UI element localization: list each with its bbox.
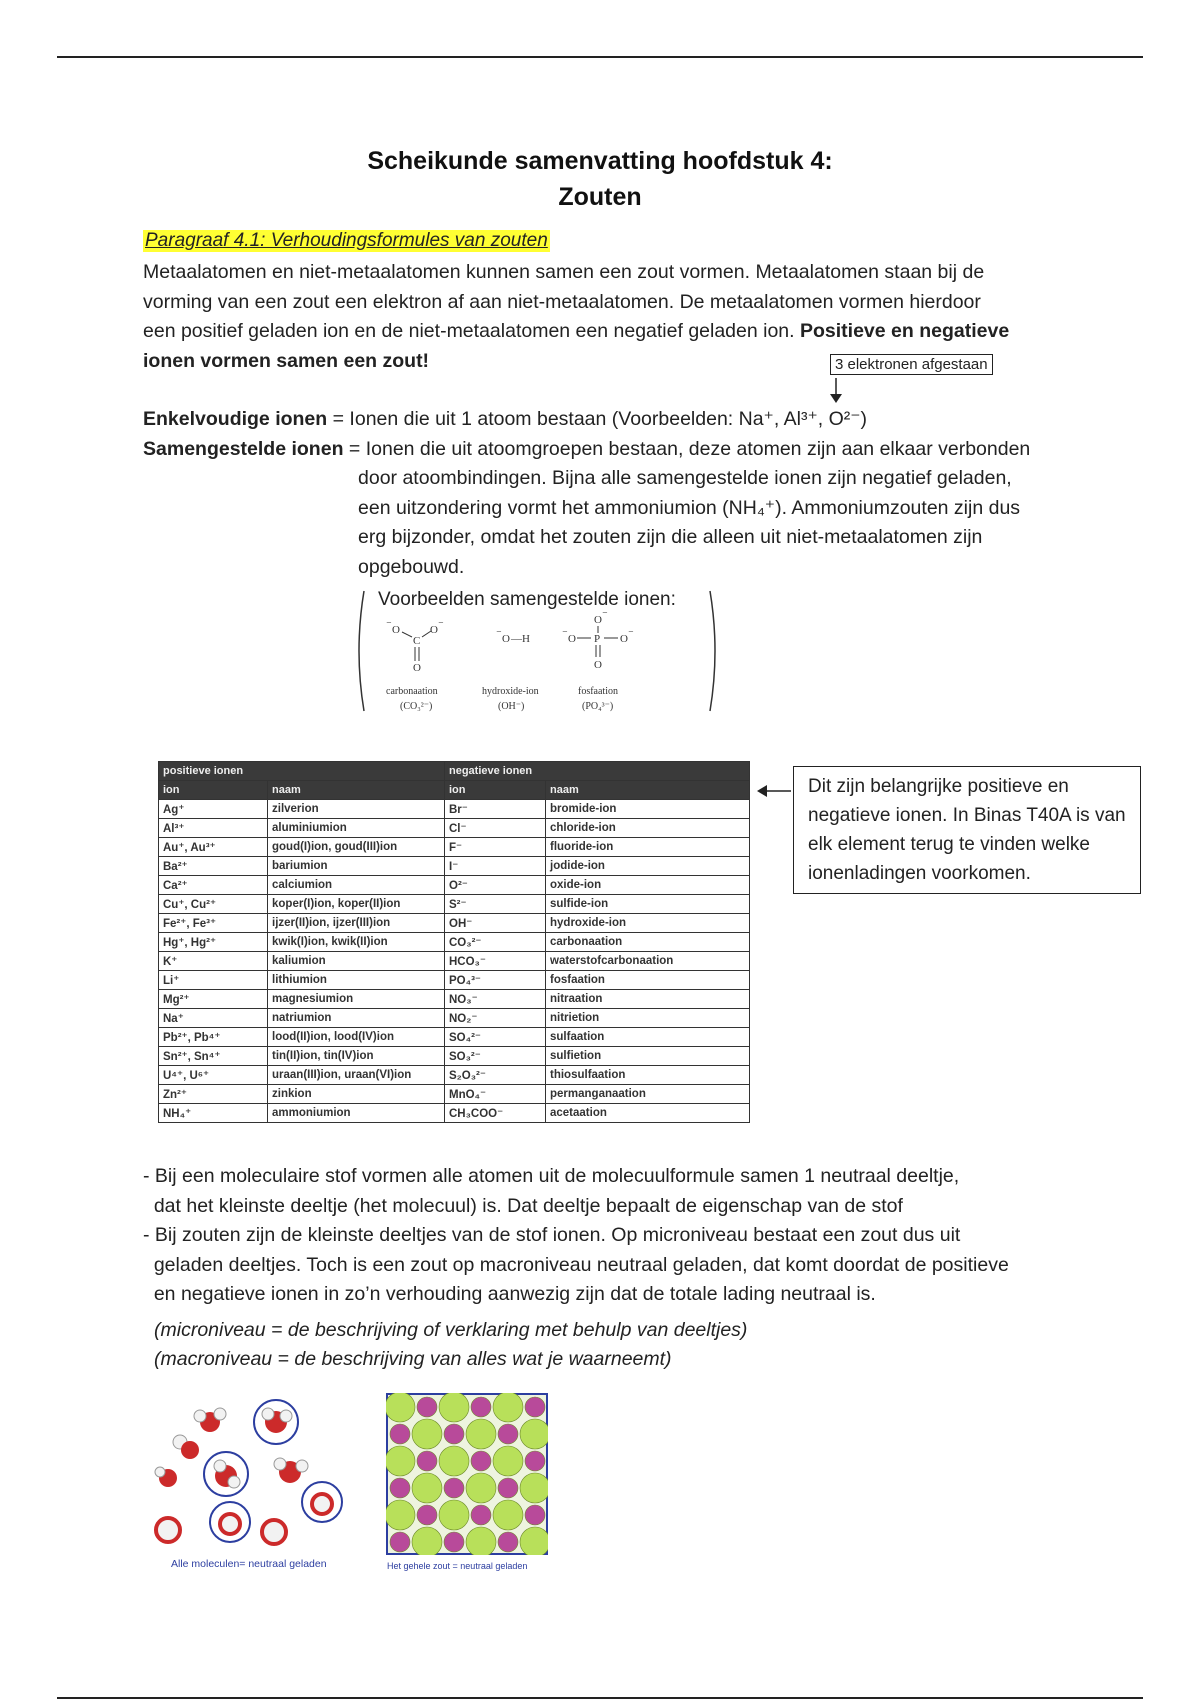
chloride-ion xyxy=(525,1505,545,1525)
svg-text:O: O xyxy=(430,624,438,636)
chloride-ion xyxy=(525,1397,545,1417)
table-cell: Br⁻ xyxy=(445,800,546,819)
table-row xyxy=(159,857,750,876)
explanation-line: opgebouwd. xyxy=(358,555,465,578)
svg-text:—H: —H xyxy=(511,633,530,645)
table-cell: fosfaation xyxy=(546,971,750,990)
sodium-ion xyxy=(439,1500,469,1530)
explanation-line: door atoombindingen. Bijna alle samengestelde ionen zijn negatief geladen, xyxy=(358,467,1012,489)
table-cell: Li⁺ xyxy=(159,971,268,990)
simple-ion-definition: Enkelvoudige ionen = Ionen die uit 1 atoom bestaan (Voorbeelden: Na⁺, Al³⁺, O²⁻) xyxy=(143,408,868,430)
table-cell: NO₂⁻ xyxy=(445,1009,546,1028)
ion-table xyxy=(158,761,750,1123)
table-cell: Sn²⁺, Sn⁴⁺ xyxy=(159,1047,268,1066)
table-cell: bariumion xyxy=(268,857,445,876)
table-cell: natriumion xyxy=(268,1009,445,1028)
table-cell: sulfietion xyxy=(546,1047,750,1066)
electrons-callout: 3 elektronen afgestaan xyxy=(830,354,993,375)
chloride-ion xyxy=(444,1424,464,1444)
table-row xyxy=(159,819,750,838)
table-cell: S²⁻ xyxy=(445,895,546,914)
molecules-caption: Alle moleculen= neutraal geladen xyxy=(171,1558,327,1570)
table-row xyxy=(159,971,750,990)
example-name: fosfaation xyxy=(578,686,618,697)
hydroxide-structure xyxy=(482,628,539,712)
sodium-ion xyxy=(493,1393,523,1422)
table-cell: ammoniumion xyxy=(268,1104,445,1123)
table-row xyxy=(159,1066,750,1085)
table-cell: goud(I)ion, goud(III)ion xyxy=(268,838,445,857)
intro-line: ionen vormen samen een zout! xyxy=(143,349,430,372)
table-cell: bromide-ion xyxy=(546,800,750,819)
chloride-ion xyxy=(417,1451,437,1471)
table-cell: thiosulfaation xyxy=(546,1066,750,1085)
svg-text:⁻: ⁻ xyxy=(496,628,502,640)
chloride-ion xyxy=(417,1397,437,1417)
table-cell: nitrietion xyxy=(546,1009,750,1028)
table-cell: tin(II)ion, tin(IV)ion xyxy=(268,1047,445,1066)
table-cell: F⁻ xyxy=(445,838,546,857)
water-molecules xyxy=(155,1400,342,1544)
explanation-line: erg bijzonder, omdat het zouten zijn die alleen uit niet-metaalatomen zijn xyxy=(358,526,983,548)
table-cell: kaliumion xyxy=(268,952,445,971)
table-cell: HCO₃⁻ xyxy=(445,952,546,971)
sodium-ion xyxy=(386,1500,415,1530)
bullet-list xyxy=(143,1162,1073,1310)
svg-text:⁻: ⁻ xyxy=(602,609,608,621)
table-row xyxy=(159,1028,750,1047)
table-cell: koper(I)ion, koper(II)ion xyxy=(268,895,445,914)
table-cell: chloride-ion xyxy=(546,819,750,838)
ion-table-body xyxy=(159,800,750,1123)
salt-caption: Het gehele zout = neutraal geladen xyxy=(387,1561,528,1571)
table-row xyxy=(159,914,750,933)
sodium-ion xyxy=(439,1393,469,1422)
table-row xyxy=(159,1104,750,1123)
chloride-ion xyxy=(471,1397,491,1417)
table-cell: fluoride-ion xyxy=(546,838,750,857)
chloride-ion xyxy=(471,1451,491,1471)
table-cell: kwik(I)ion, kwik(II)ion xyxy=(268,933,445,952)
table-cell: Al³⁺ xyxy=(159,819,268,838)
svg-text:⁻: ⁻ xyxy=(562,628,568,640)
example-name: hydroxide-ion xyxy=(482,686,539,697)
table-cell: CO₃²⁻ xyxy=(445,933,546,952)
table-cell: ijzer(II)ion, ijzer(III)ion xyxy=(268,914,445,933)
composite-ion-examples xyxy=(356,585,718,717)
table-cell: lithiumion xyxy=(268,971,445,990)
table-cell: Mg²⁺ xyxy=(159,990,268,1009)
svg-text:P: P xyxy=(594,633,601,645)
sodium-ion xyxy=(439,1446,469,1476)
table-cell: hydroxide-ion xyxy=(546,914,750,933)
table-cell: CH₃COO⁻ xyxy=(445,1104,546,1123)
sodium-ion xyxy=(493,1446,523,1476)
table-cell: SO₃²⁻ xyxy=(445,1047,546,1066)
sodium-ion xyxy=(386,1446,415,1476)
table-cell: lood(II)ion, lood(IV)ion xyxy=(268,1028,445,1047)
bottom-rule xyxy=(57,1697,1143,1699)
example-formula: (CO₃²⁻) xyxy=(400,701,433,712)
table-cell: Pb²⁺, Pb⁴⁺ xyxy=(159,1028,268,1047)
bullet-item: - Bij zouten zijn de kleinste deeltjes van de stof ionen. Op microniveau bestaat een zout dus uit geladen deeltjes. Toch is een zout op macroniveau neutraal geladen, dat komt doordat de positieve en negatieve ionen in zo’n verhouding aanwezig zijn dat de totale lading neutraal is. xyxy=(143,1224,1009,1305)
sodium-ion xyxy=(412,1473,442,1503)
sodium-ion xyxy=(520,1419,548,1449)
composite-ion-explanation xyxy=(358,464,1078,582)
table-cell: sulfaation xyxy=(546,1028,750,1047)
table-cell: zilverion xyxy=(268,800,445,819)
sodium-ion xyxy=(466,1419,496,1449)
svg-text:O: O xyxy=(413,662,421,674)
table-cell: K⁺ xyxy=(159,952,268,971)
table-cell: Ca²⁺ xyxy=(159,876,268,895)
table-cell: permanganaation xyxy=(546,1085,750,1104)
table-cell: Cl⁻ xyxy=(445,819,546,838)
table-row xyxy=(159,933,750,952)
composite-ion-definition: Samengestelde ionen = Ionen die uit atoomgroepen bestaan, deze atomen zijn aan elkaar verbonden xyxy=(143,437,1031,460)
svg-text:C: C xyxy=(413,635,421,647)
table-cell: Ag⁺ xyxy=(159,800,268,819)
chloride-ion xyxy=(444,1532,464,1552)
ion-definitions xyxy=(143,405,1030,464)
table-cell: uraan(III)ion, uraan(VI)ion xyxy=(268,1066,445,1085)
macroniveau-note: (macroniveau = de beschrijving van alles wat je waarneemt) xyxy=(154,1348,672,1370)
table-cell: nitraation xyxy=(546,990,750,1009)
table-row xyxy=(159,895,750,914)
chloride-ion xyxy=(390,1424,410,1444)
page-subtitle: Zouten xyxy=(558,183,642,211)
sodium-ion xyxy=(412,1419,442,1449)
section-heading: Paragraaf 4.1: Verhoudingsformules van zouten xyxy=(145,230,548,251)
table-cell: sulfide-ion xyxy=(546,895,750,914)
callout-arrow-icon xyxy=(829,378,843,404)
svg-text:O: O xyxy=(620,633,628,645)
chloride-ion xyxy=(498,1532,518,1552)
svg-text:O: O xyxy=(502,633,510,645)
svg-text:⁻: ⁻ xyxy=(628,628,634,640)
table-cell: U⁴⁺, U⁶⁺ xyxy=(159,1066,268,1085)
table-cell: waterstofcarbonaation xyxy=(546,952,750,971)
table-cell: jodide-ion xyxy=(546,857,750,876)
sodium-ion xyxy=(386,1393,415,1422)
table-row xyxy=(159,990,750,1009)
sodium-ion xyxy=(520,1527,548,1555)
table-cell: NH₄⁺ xyxy=(159,1104,268,1123)
svg-text:⁻: ⁻ xyxy=(438,619,444,631)
table-row xyxy=(159,1047,750,1066)
table-cell: SO₄²⁻ xyxy=(445,1028,546,1047)
sodium-ion xyxy=(466,1527,496,1555)
svg-text:O: O xyxy=(594,614,602,626)
table-cell: Fe²⁺, Fe³⁺ xyxy=(159,914,268,933)
table-cell: Cu⁺, Cu²⁺ xyxy=(159,895,268,914)
table-cell: S₂O₃²⁻ xyxy=(445,1066,546,1085)
table-cell: acetaation xyxy=(546,1104,750,1123)
sodium-ion xyxy=(466,1473,496,1503)
salt-lattice-illustration xyxy=(386,1393,548,1555)
bullet-item: - Bij een moleculaire stof vormen alle atomen uit de molecuulformule samen 1 neutraal deeltje, dat het kleinste deeltje (het molecuul) is. Dat deeltje bepaalt de eigenschap van de stof xyxy=(143,1165,960,1217)
svg-text:O: O xyxy=(568,633,576,645)
chloride-ion xyxy=(390,1478,410,1498)
table-cell: Na⁺ xyxy=(159,1009,268,1028)
svg-text:O: O xyxy=(392,624,400,636)
column-header: ion xyxy=(445,781,546,800)
chloride-ion xyxy=(471,1505,491,1525)
table-cell: Hg⁺, Hg²⁺ xyxy=(159,933,268,952)
column-header: naam xyxy=(268,781,445,800)
table-row xyxy=(159,952,750,971)
table-row xyxy=(159,800,750,819)
intro-line: een positief geladen ion en de niet-metaalatomen een negatief geladen ion. Positieve en negatieve xyxy=(143,320,1010,342)
table-cell: aluminiumion xyxy=(268,819,445,838)
chloride-ion xyxy=(444,1478,464,1498)
table-cell: carbonaation xyxy=(546,933,750,952)
molecules-illustration xyxy=(150,1392,360,1562)
svg-text:O: O xyxy=(594,659,602,671)
example-formula: (OH⁻) xyxy=(498,701,525,712)
table-cell: NO₃⁻ xyxy=(445,990,546,1009)
table-cell: I⁻ xyxy=(445,857,546,876)
table-cell: O²⁻ xyxy=(445,876,546,895)
chloride-ion xyxy=(498,1424,518,1444)
column-header: naam xyxy=(546,781,750,800)
phosphate-structure xyxy=(562,609,634,712)
table-callout: Dit zijn belangrijke positieve en negatieve ionen. In Binas T40A is van elk element terug te vinden welke ionenladingen voorkomen. xyxy=(793,766,1141,894)
table-arrow-icon xyxy=(757,784,791,798)
microniveau-note: (microniveau = de beschrijving of verklaring met behulp van deeltjes) xyxy=(154,1319,748,1341)
chloride-ion xyxy=(417,1505,437,1525)
top-rule xyxy=(57,56,1143,58)
table-cell: PO₄³⁻ xyxy=(445,971,546,990)
example-structures xyxy=(356,585,718,717)
table-cell: magnesiumion xyxy=(268,990,445,1009)
table-cell: oxide-ion xyxy=(546,876,750,895)
table-cell: Zn²⁺ xyxy=(159,1085,268,1104)
sodium-ion xyxy=(493,1500,523,1530)
chloride-ion xyxy=(525,1451,545,1471)
sodium-ion xyxy=(412,1527,442,1555)
examples-heading: Voorbeelden samengestelde ionen: xyxy=(378,589,676,610)
page-title: Scheikunde samenvatting hoofdstuk 4: xyxy=(367,147,833,175)
table-cell: zinkion xyxy=(268,1085,445,1104)
table-cell: OH⁻ xyxy=(445,914,546,933)
table-cell: Ba²⁺ xyxy=(159,857,268,876)
intro-line: Metaalatomen en niet-metaalatomen kunnen samen een zout vormen. Metaalatomen staan bij de xyxy=(143,261,985,283)
example-formula: (PO₄³⁻) xyxy=(582,701,614,712)
column-header: ion xyxy=(159,781,268,800)
chloride-ion xyxy=(390,1532,410,1552)
explanation-line: een uitzondering vormt het ammoniumion (NH₄⁺). Ammoniumzouten zijn dus xyxy=(358,496,1021,519)
table-cell: MnO₄⁻ xyxy=(445,1085,546,1104)
table-row xyxy=(159,1085,750,1104)
sodium-ion xyxy=(520,1473,548,1503)
table-row xyxy=(159,876,750,895)
table-group-header: positieve ionen xyxy=(159,762,445,781)
svg-text:⁻: ⁻ xyxy=(386,619,392,631)
example-name: carbonaation xyxy=(386,686,438,697)
carbonate-structure xyxy=(386,619,444,712)
table-row xyxy=(159,1009,750,1028)
chloride-ion xyxy=(498,1478,518,1498)
intro-line: vorming van een zout een elektron af aan niet-metaalatomen. De metaalatomen vormen hierdoor xyxy=(143,290,981,313)
table-group-header: negatieve ionen xyxy=(445,762,750,781)
table-cell: calciumion xyxy=(268,876,445,895)
table-cell: Au⁺, Au³⁺ xyxy=(159,838,268,857)
table-row xyxy=(159,838,750,857)
